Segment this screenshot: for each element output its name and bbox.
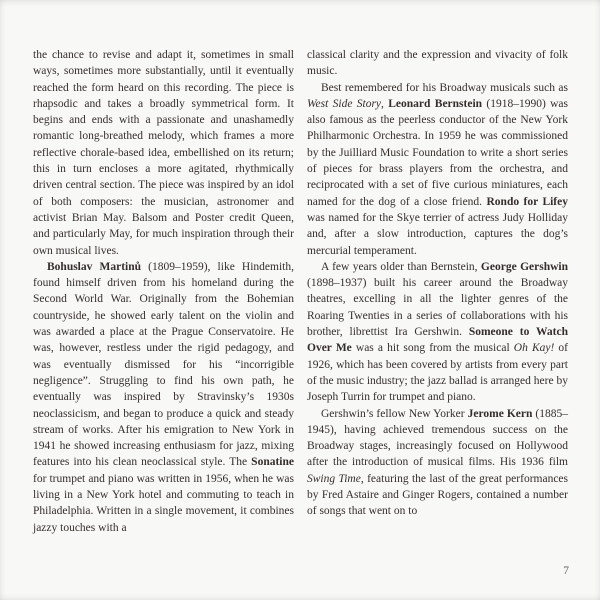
body-text: (1809–1959), like Hindemith, found himself driven from his homeland during the Second World War. Originally from the Bohemian countryside, he showed early talent on the violin and was awarded a place at the Prague Conservatoire. He was, however, restless under the rigid pedagogy, and was eventually dismissed for his “incorrigible negligence”. Struggling to find his own path, he eventually was inspired by Stravinsky’s 1930s neoclassicism, and began to produce a quick and steady stream of works. After his emigration to New York in 1941 he showed increasing enthusiasm for jazz, mixing features into his clean neoclassical style. The xyxy=(33,260,294,469)
bold-text: Jerome Kern xyxy=(467,407,533,420)
body-text: for trumpet and piano was written in 1956, when he was living in a New York hotel and commuting to teach in Philadelphia. Written in a single movement, it combines jazzy touches with a xyxy=(33,472,294,534)
body-text: (1885–1945), having achieved tremendous success on the Broadway stages, increasingly focused on Hollywood after the introduction of musical films. His 1936 film xyxy=(307,407,569,469)
body-text: classical clarity and the expression and vivacity of folk music. xyxy=(307,49,568,78)
paragraph xyxy=(33,259,294,536)
italic-text: Swing Time xyxy=(307,472,361,485)
bold-text: George Gershwin xyxy=(480,260,568,273)
body-text: was a hit song from the musical xyxy=(351,342,514,355)
body-text: , featuring the last of the great performances by Fred Astaire and Ginger Rogers, contained a number of songs that went on to xyxy=(307,472,569,518)
italic-text: West Side Story xyxy=(307,97,382,110)
body-text: of 1926, which has been covered by artists from every part of the music industry; the jazz ballad is arranged here by Joseph Turrin for trumpet and piano. xyxy=(307,342,568,404)
body-text: A few years older than Bernstein, xyxy=(321,260,481,273)
paragraph xyxy=(307,47,568,80)
body-text: (1898–1937) built his career around the Broadway theatres, excelling in all the lighter genres of the Roaring Twenties in a series of collaborations with his brother, librettist Ira Gershwin. xyxy=(307,277,568,339)
bold-text: Bohuslav Martinů xyxy=(47,260,142,273)
bold-text: Rondo for Lifey xyxy=(486,195,568,208)
body-text: was named for the Skye terrier of actress Judy Holliday and, after a slow introduction, captures the dog’s mercurial temperament. xyxy=(307,211,568,257)
italic-text: Oh Kay! xyxy=(513,342,555,355)
body-text: Best remembered for his Broadway musicals such as xyxy=(321,81,568,94)
paragraph xyxy=(307,80,568,259)
page-number: 7 xyxy=(563,565,569,577)
paragraph xyxy=(307,259,568,406)
paragraph xyxy=(307,406,568,520)
bold-text: Someone to Watch Over Me xyxy=(307,326,568,355)
body-text: the chance to revise and adapt it, sometimes in small ways, sometimes more substantially, until it eventually reached the form heard on this recording. The piece is rhapsodic and takes a broadly symmetrical form. It begins and ends with a passionate and unashamedly romantic long-breathed melody, which frames a more reflective chorale-based idea, embellished on its return; this in turn encloses a more agitated, rhythmically driven central section. The piece was inspired by an idol of both composers: the musician, astronomer and activist Brian May. Balsom and Poster credit Queen, and particularly May, for much inspiration through their own musical lives. xyxy=(33,49,294,257)
paragraph xyxy=(33,47,294,259)
body-text: (1918–1990) was also famous as the peerless conductor of the New York Philharmonic Orchestra. In 1959 he was commissioned by the Juilliard Music Foundation to write a short series of pieces for brass players from the orchestra, and reciprocated with a set of five curious miniatures, each named for the dog of a close friend. xyxy=(307,97,569,208)
bold-text: Sonatine xyxy=(251,456,294,469)
right-text-column xyxy=(307,47,568,520)
bold-text: Leonard Bernstein xyxy=(388,97,483,110)
left-text-column xyxy=(33,47,294,536)
body-text: , xyxy=(381,97,389,110)
body-text: Gershwin’s fellow New Yorker xyxy=(321,407,468,420)
